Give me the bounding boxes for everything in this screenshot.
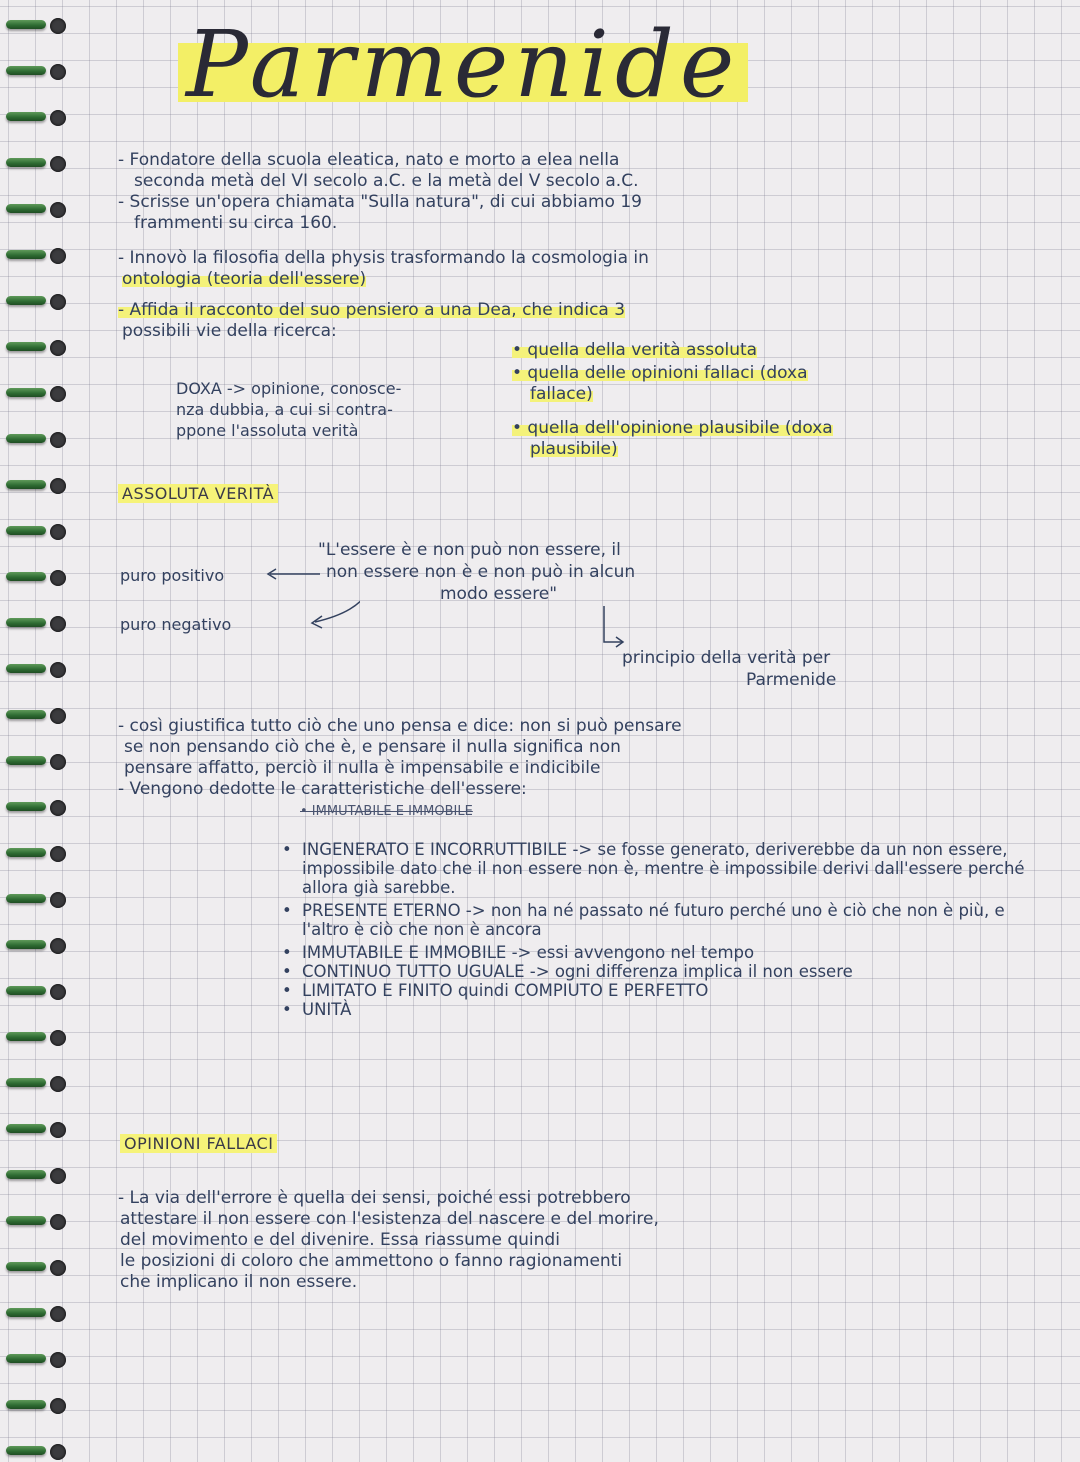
via-opinioni-fallaci: • quella delle opinioni fallaci (doxa (512, 363, 808, 383)
caratteristica-presente-eterno: • PRESENTE ETERNO -> non ha né passato né futuro perché uno è ciò che non è più, e l'altro è ciò che non è ancora (280, 901, 1042, 939)
spiral-coil (6, 708, 64, 722)
via-opinioni-fallaci-cont: fallace) (530, 384, 593, 404)
spiral-coil (6, 616, 64, 630)
spiral-coil (6, 1030, 64, 1044)
puro-positivo-label: puro positivo (120, 566, 225, 585)
intro-line-6: ontologia (teoria dell'essere) (122, 269, 367, 289)
intro-line-3: - Scrisse un'opera chiamata "Sulla natura", di cui abbiamo 19 (118, 192, 642, 212)
opinioni-line-4: le posizioni di coloro che ammettono o fanno ragionamenti (120, 1251, 623, 1271)
spiral-coil (6, 1260, 64, 1274)
spiral-coil (6, 1076, 64, 1090)
spiral-coil (6, 984, 64, 998)
page-title: Parmenide (178, 10, 938, 120)
spiral-coil (6, 18, 64, 32)
caratteristiche-list (280, 840, 1060, 1019)
struck-text: • IMMUTABILE E IMMOBILE (300, 804, 473, 819)
spiral-coil (6, 1444, 64, 1458)
doxa-note-1: DOXA -> opinione, conosce- (176, 379, 402, 398)
spiral-coil (6, 202, 64, 216)
opinioni-line-1: - La via dell'errore è quella dei sensi, poiché essi potrebbero (118, 1188, 631, 1208)
spiral-coil (6, 156, 64, 170)
spiral-coil (6, 1122, 64, 1136)
spiral-coil (6, 524, 64, 538)
via-opinione-plausibile: • quella dell'opinione plausibile (doxa (512, 418, 833, 438)
spiral-coil (6, 248, 64, 262)
caratteristica-ingenerato: • INGENERATO E INCORRUTTIBILE -> se fosse generato, deriverebbe da un non essere, impossibile dato che il non essere non è, mentre è impossibile derivi dall'essere perché allora già sarebbe. (280, 840, 1042, 897)
spiral-coil (6, 1352, 64, 1366)
caratteristica-continuo: • CONTINUO TUTTO UGUALE -> ogni differenza implica il non essere (280, 962, 1060, 981)
caratteristica-unita: • UNITÀ (280, 1000, 1060, 1019)
spiral-coil (6, 386, 64, 400)
spiral-coil (6, 294, 64, 308)
spiral-coil (6, 64, 64, 78)
intro-line-7: - Affida il racconto del suo pensiero a una Dea, che indica 3 (118, 300, 626, 320)
spiral-binding (0, 0, 70, 1462)
spiral-coil (6, 110, 64, 124)
spiral-coil (6, 432, 64, 446)
caratteristica-immutabile: • IMMUTABILE E IMMOBILE -> essi avvengono nel tempo (280, 943, 1060, 962)
heading-opinioni-fallaci: OPINIONI FALLACI (120, 1134, 277, 1153)
spiral-coil (6, 800, 64, 814)
giustifica-line-3: pensare affatto, perciò il nulla è impensabile e indicibile (124, 758, 601, 778)
arrows-positivo-negativo (240, 560, 360, 640)
intro-line-1: - Fondatore della scuola eleatica, nato e morto a elea nella (118, 150, 620, 170)
spiral-coil (6, 340, 64, 354)
opinioni-line-5: che implicano il non essere. (120, 1272, 358, 1292)
quote-line-1: "L'essere è e non può non essere, il (318, 540, 621, 560)
giustifica-line-1: - così giustifica tutto ciò che uno pensa e dice: non si può pensare (118, 716, 682, 736)
via-opinione-plausibile-cont: plausibile) (530, 439, 618, 459)
doxa-note-3: ppone l'assoluta verità (176, 421, 359, 440)
doxa-note-2: nza dubbia, a cui si contra- (176, 400, 393, 419)
spiral-coil (6, 478, 64, 492)
caratteristica-limitato: • LIMITATO E FINITO quindi COMPIUTO E PERFETTO (280, 981, 1060, 1000)
giustifica-line-4: - Vengono dedotte le caratteristiche dell'essere: (118, 779, 527, 799)
spiral-coil (6, 846, 64, 860)
principio-line-2: Parmenide (746, 670, 837, 690)
spiral-coil (6, 938, 64, 952)
spiral-coil (6, 1398, 64, 1412)
intro-line-2: seconda metà del VI secolo a.C. e la metà del V secolo a.C. (134, 171, 639, 191)
spiral-coil (6, 662, 64, 676)
intro-line-4: frammenti su circa 160. (134, 213, 338, 233)
arrow-principio (598, 604, 628, 654)
intro-line-5: - Innovò la filosofia della physis trasformando la cosmologia in (118, 248, 649, 268)
spiral-coil (6, 1306, 64, 1320)
spiral-coil (6, 570, 64, 584)
spiral-coil (6, 1168, 64, 1182)
spiral-coil (6, 1214, 64, 1228)
principio-line-1: principio della verità per (622, 648, 831, 668)
opinioni-line-3: del movimento e del divenire. Essa riassume quindi (120, 1230, 560, 1250)
opinioni-line-2: attestare il non essere con l'esistenza del nascere e del morire, (120, 1209, 659, 1229)
spiral-coil (6, 754, 64, 768)
puro-negativo-label: puro negativo (120, 615, 232, 634)
quote-line-3: modo essere" (440, 584, 558, 604)
intro-line-8: possibili vie della ricerca: (122, 321, 337, 341)
giustifica-line-2: se non pensando ciò che è, e pensare il nulla significa non (124, 737, 621, 757)
heading-assoluta-verita: ASSOLUTA VERITÀ (118, 484, 278, 503)
quote-line-2: non essere non è e non può in alcun (326, 562, 636, 582)
via-verita: • quella della verità assoluta (512, 340, 758, 360)
spiral-coil (6, 892, 64, 906)
